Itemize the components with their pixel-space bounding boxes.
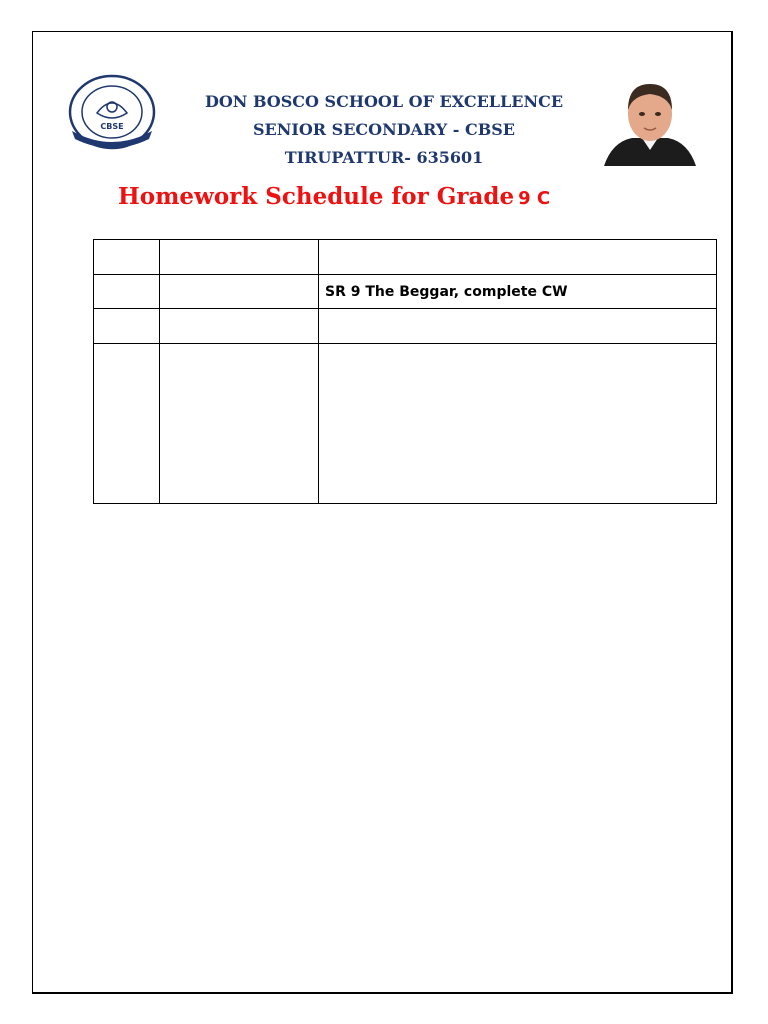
school-name: DON BOSCO SCHOOL OF EXCELLENCE <box>204 92 564 111</box>
homework-entry: SR 9 The Beggar, complete CW <box>319 275 717 309</box>
founder-portrait <box>602 72 698 166</box>
table-row <box>94 309 717 344</box>
school-level: SENIOR SECONDARY - CBSE <box>252 120 515 139</box>
table-cell <box>160 309 319 344</box>
school-logo <box>67 73 157 151</box>
table-cell <box>160 344 319 504</box>
table-cell <box>319 344 717 504</box>
logo-center-text: CBSE <box>100 122 124 131</box>
page-border <box>32 31 733 994</box>
table-cell <box>160 240 319 275</box>
homework-title <box>118 183 550 210</box>
table-row <box>94 344 717 504</box>
table-cell <box>94 240 160 275</box>
title-label: Homework Schedule for Grade <box>118 183 515 210</box>
table-row <box>94 240 717 275</box>
school-header <box>170 88 598 172</box>
table-cell <box>94 275 160 309</box>
table-cell <box>94 344 160 504</box>
school-location: TIRUPATTUR- 635601 <box>284 148 484 167</box>
table-cell <box>160 275 319 309</box>
homework-schedule-table <box>93 239 717 504</box>
table-cell <box>319 309 717 344</box>
table-row <box>94 275 717 309</box>
table-cell <box>319 240 717 275</box>
grade-label: 9 C <box>518 188 551 209</box>
table-cell <box>94 309 160 344</box>
